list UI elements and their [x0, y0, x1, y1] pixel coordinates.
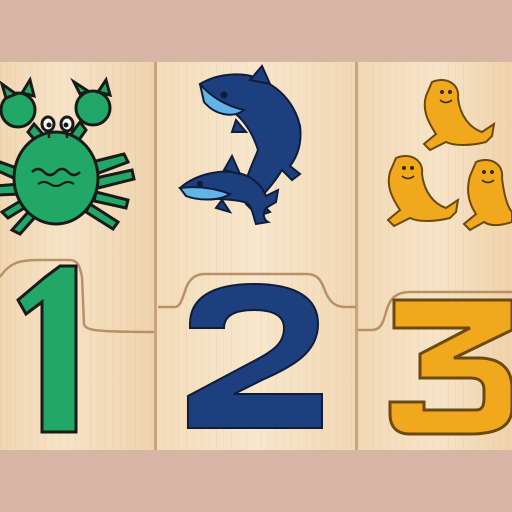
- seal: [464, 160, 512, 230]
- seal: [388, 156, 458, 226]
- crab-leg: [86, 204, 118, 229]
- crab-right-claw: [74, 80, 110, 125]
- numeral-3: [390, 300, 512, 434]
- crab-body: [14, 132, 98, 224]
- crab-leg: [94, 192, 128, 208]
- crab-illustration: [0, 80, 134, 234]
- seal: [424, 80, 494, 150]
- numeral-1: [18, 266, 76, 432]
- crab-left-claw: [1, 80, 35, 127]
- wooden-puzzle-board: [0, 62, 512, 450]
- numeral-2: [188, 284, 322, 428]
- puzzle-illustration: [0, 62, 512, 450]
- seal-illustration: [388, 80, 512, 230]
- dolphin-illustration: [180, 66, 301, 224]
